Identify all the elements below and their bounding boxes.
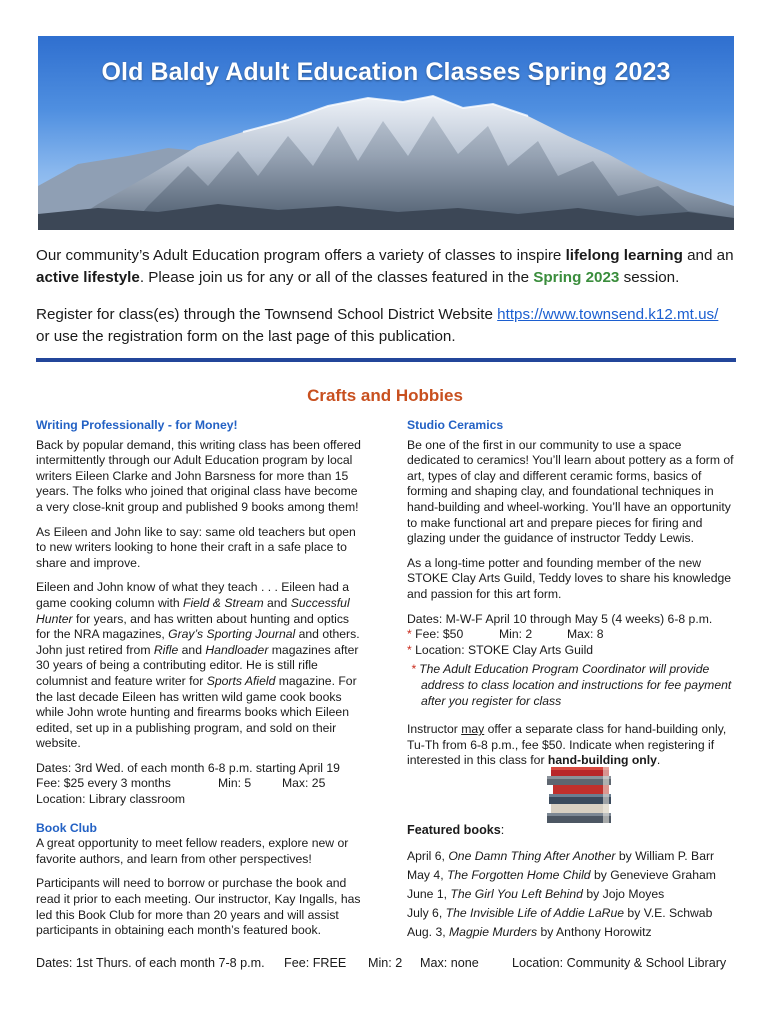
asterisk-marker: * bbox=[407, 642, 412, 657]
ceramics-fee-value: Fee: $50 bbox=[411, 627, 464, 642]
publication-title: Handloader bbox=[205, 642, 269, 657]
asterisk-marker: * bbox=[407, 627, 412, 642]
ceramics-fee-row bbox=[407, 627, 737, 643]
ceramics-location-value: Location: STOKE Clay Arts Guild bbox=[411, 642, 594, 657]
book-club-dates: Dates: 1st Thurs. of each month 7-8 p.m. bbox=[36, 956, 265, 970]
featured-book-item bbox=[407, 847, 737, 866]
ceramics-fee bbox=[407, 627, 499, 643]
writing-location: Location: Library classroom bbox=[36, 792, 186, 807]
intro-text-part: Our community’s Adult Education program offers a variety of classes to inspire bbox=[36, 247, 566, 264]
book-title: One Damn Thing After Another bbox=[448, 848, 616, 863]
ceramics-location bbox=[407, 643, 737, 659]
publication-title: Gray’s Sporting Journal bbox=[168, 627, 296, 642]
writing-max: Max: 25 bbox=[282, 776, 326, 791]
book-date: May 4, bbox=[407, 867, 447, 882]
ceramics-max: Max: 8 bbox=[567, 627, 604, 642]
book-author: by William P. Barr bbox=[615, 848, 715, 863]
book-title: The Forgotten Home Child bbox=[446, 867, 591, 882]
writing-fee: Fee: $25 every 3 months bbox=[36, 776, 171, 791]
instructor-note-text: Instructor bbox=[407, 722, 462, 737]
book-club-fee: Fee: FREE bbox=[284, 956, 347, 970]
book-club-description: A great opportunity to meet fellow readers, explore new or favorite authors, and learn from other perspectives! bbox=[36, 836, 349, 866]
bio-text: and bbox=[263, 595, 291, 610]
active-lifestyle-emphasis: active lifestyle bbox=[36, 268, 140, 286]
book-club-min: Min: 2 bbox=[368, 956, 403, 970]
asterisk-marker: * bbox=[411, 662, 416, 677]
book-title: Magpie Murders bbox=[449, 924, 538, 939]
bio-text: and bbox=[178, 642, 206, 657]
writing-class-heading: Writing Professionally - for Money! bbox=[36, 418, 238, 432]
book-stack-image bbox=[541, 763, 621, 833]
publication-title: Sports Afield bbox=[206, 673, 276, 688]
book-date: July 6, bbox=[407, 905, 446, 920]
writing-description: Back by popular demand, this writing class has been offered intermittently through our Adult Education program by local writers Eileen Clarke and John Barsness for more than 15 years. The folks who joined that original class have become a very close-knit group and published 9 books among them! bbox=[36, 437, 361, 514]
writing-dates: Dates: 3rd Wed. of each month 6-8 p.m. starting April 19 bbox=[36, 760, 340, 775]
book-author: by Jojo Moyes bbox=[582, 886, 665, 901]
instructor-note-text: offer a separate class for hand-building only, Tu-Th from 6-8 p.m., fee $50. Indicate when registering if interested in this class for bbox=[407, 722, 727, 768]
coordinator-note bbox=[407, 662, 737, 709]
featured-book-item bbox=[407, 885, 737, 904]
featured-books-heading bbox=[407, 823, 504, 839]
book-club-location: Location: Community & School Library bbox=[512, 956, 727, 970]
ceramics-class-heading: Studio Ceramics bbox=[407, 418, 504, 432]
page-title: Old Baldy Adult Education Classes Spring 2023 bbox=[101, 58, 671, 86]
featured-book-item bbox=[407, 923, 737, 942]
ceramics-description: Be one of the first in our community to use a space dedicated to ceramics! You’ll learn about pottery as a form of art, types of clay and different ceramic forms, basics of forming and shaping clay, and foundational techniques in hand-building and wheel-working. You’ll have an opportunity to make functional art and prepare pieces for firing and glazing under the guidance of instructor Teddy Lewis. bbox=[407, 437, 734, 546]
featured-book-item bbox=[407, 904, 737, 923]
may-underlined: may bbox=[461, 722, 485, 737]
ceramics-min: Min: 2 bbox=[499, 627, 533, 642]
bio-text: Eileen and John know of what they teach . . . Eileen had a game cooking column with bbox=[36, 580, 350, 610]
bio-text: for years, and has written about hunting and optics for the NRA magazines, bbox=[36, 611, 350, 642]
ceramics-description: As a long-time potter and founding member of the new STOKE Clay Arts Guild, Teddy loves to share his knowledge and passion for this art form. bbox=[407, 555, 732, 601]
book-club-details bbox=[36, 956, 736, 970]
bio-text: magazine. For the last decade Eileen has written wild game cook books while John wrote hunting and firearms books which Eileen edited, set up in a publishing program, and sold on their website. bbox=[36, 673, 357, 751]
register-text: or use the registration form on the last page of this publication. bbox=[36, 327, 456, 345]
intro-text-part: . Please join us for any or all of the classes featured in the bbox=[139, 268, 534, 286]
district-website-link[interactable]: https://www.townsend.k12.mt.us/ bbox=[497, 306, 719, 323]
writing-min: Min: 5 bbox=[218, 776, 252, 791]
featured-books-list bbox=[407, 847, 737, 942]
book-club-description: Participants will need to borrow or purchase the book and read it prior to each meeting. Our instructor, Kay Ingalls, has led this Book Club for more than 20 years and will assist participants in obtaining each month’s featured book. bbox=[36, 876, 361, 938]
book-title: The Invisible Life of Addie LaRue bbox=[445, 905, 625, 920]
session-name: Spring 2023 bbox=[533, 268, 620, 286]
book-author: by V.E. Schwab bbox=[624, 905, 713, 920]
book-author: by Genevieve Graham bbox=[590, 867, 716, 882]
book-title: The Girl You Left Behind bbox=[450, 886, 583, 901]
book-date: Aug. 3, bbox=[407, 924, 450, 939]
register-paragraph bbox=[36, 304, 736, 347]
book-date: April 6, bbox=[407, 848, 449, 863]
bio-text: magazines after 30 years of being a contributing editor. He is still rifle columnist and feature writer for bbox=[36, 642, 359, 688]
publication-title: Successful Hunter bbox=[36, 595, 350, 626]
register-text: Register for class(es) through the Townsend School District Website bbox=[36, 306, 498, 323]
book-club-max: Max: none bbox=[420, 956, 479, 970]
bio-text: and others. John just retired from bbox=[36, 627, 360, 657]
writing-fee-row bbox=[36, 776, 366, 792]
section-divider bbox=[36, 358, 736, 362]
left-column bbox=[36, 418, 366, 939]
instructor-note-text: . bbox=[656, 753, 661, 768]
book-date: June 1, bbox=[407, 886, 451, 901]
instructor-note bbox=[407, 722, 737, 769]
hand-building-emphasis: hand-building only bbox=[547, 753, 657, 768]
featured-books-colon: : bbox=[500, 822, 505, 837]
intro-text-part: session. bbox=[619, 268, 680, 286]
intro-text-part: and an bbox=[682, 247, 734, 264]
featured-book-item bbox=[407, 866, 737, 885]
section-title: Crafts and Hobbies bbox=[307, 386, 463, 405]
coordinator-note-text: The Adult Education Program Coordinator will provide address to class location and instructions for fee payment after you register for class bbox=[419, 662, 732, 708]
writing-description: As Eileen and John like to say: same old teachers but open to new writers looking to hone their craft in a safe place to share and improve. bbox=[36, 524, 356, 570]
intro-paragraph bbox=[36, 245, 736, 288]
ceramics-dates: Dates: M-W-F April 10 through May 5 (4 weeks) 6-8 p.m. bbox=[407, 611, 713, 626]
right-column bbox=[407, 418, 737, 942]
lifelong-learning-emphasis: lifelong learning bbox=[565, 247, 683, 264]
publication-title: Rifle bbox=[153, 642, 179, 657]
book-author: by Anthony Horowitz bbox=[537, 924, 652, 939]
books-image-area bbox=[407, 769, 737, 843]
book-club-heading: Book Club bbox=[36, 820, 97, 835]
featured-books-label: Featured books bbox=[407, 822, 501, 837]
intro-text bbox=[36, 245, 736, 347]
banner-image bbox=[38, 36, 734, 230]
writing-instructors-bio bbox=[36, 580, 366, 752]
publication-title: Field & Stream bbox=[183, 595, 264, 610]
